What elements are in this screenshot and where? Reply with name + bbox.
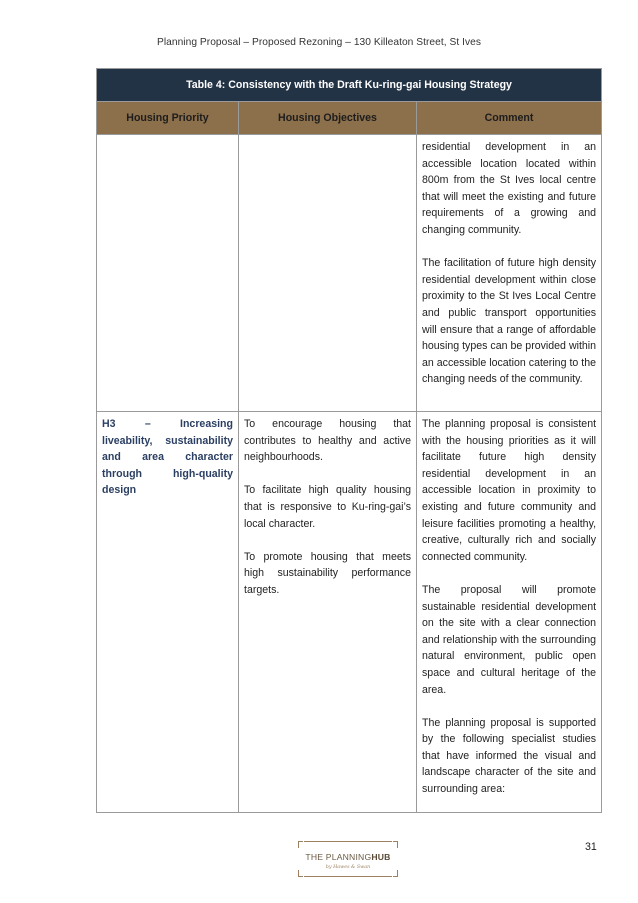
comment-paragraph: residential development in an accessible location located within 800m from the St Ives local centre that will meet the existing and future requirements of a growing and changing community. [422, 141, 597, 236]
column-header-housing-objectives: Housing Objectives [239, 102, 417, 135]
table-caption-row [97, 69, 602, 102]
running-header: Planning Proposal – Proposed Rezoning – 130 Killeaton Street, St Ives [157, 37, 481, 48]
table-row [97, 412, 602, 813]
table-row [97, 135, 602, 412]
priority-cell [97, 135, 239, 412]
objective-paragraph: To encourage housing that contributes to healthy and active neighbourhoods. [244, 418, 411, 464]
objectives-cell [239, 412, 417, 813]
objective-paragraph: To promote housing that meets high sustainability performance targets. [244, 550, 411, 596]
column-header-housing-priority: Housing Priority [97, 102, 239, 135]
logo-tagline: by Hawes & Swan [325, 865, 371, 870]
comment-cell [417, 412, 602, 813]
table-caption: Table 4: Consistency with the Draft Ku-ring-gai Housing Strategy [97, 69, 602, 102]
priority-cell [97, 412, 239, 813]
comment-paragraph: The planning proposal is consistent with the housing priorities as it will facilitate future high density residential development in an accessible location in proximity to existing and future community and leisure facilities promoting a healthy, creative, culturally rich and socially connected community. [422, 418, 597, 563]
objective-paragraph: To facilitate high quality housing that is responsive to Ku-ring-gai’s local character. [244, 484, 411, 530]
planning-hub-logo [298, 841, 398, 877]
logo-wordmark: THE PLANNINGHUB [305, 852, 391, 862]
consistency-table [96, 68, 602, 813]
priority-text: H3 – Increasing liveability, sustainability and area character through high-quality design [102, 418, 233, 497]
comment-paragraph: The proposal will promote sustainable residential development on the site with a clear connection and relationship with the surrounding natural environment, public open space and cultural heritage of the area. [422, 583, 597, 696]
comment-paragraph: The planning proposal is supported by the following specialist studies that have informed the visual and landscape character of the site and surrounding area: [422, 716, 597, 796]
page-number: 31 [585, 841, 597, 853]
comment-paragraph: The facilitation of future high density residential development within close proximity to the St Ives Local Centre and public transport opportunities will ensure that a range of affordable housing types can be provided within an accessible location catering to the changing needs of the community. [422, 257, 597, 386]
priority-text [97, 135, 238, 147]
comment-cell [417, 135, 602, 412]
table-header-row [97, 102, 602, 135]
objectives-cell [239, 135, 417, 412]
column-header-comment: Comment [417, 102, 602, 135]
